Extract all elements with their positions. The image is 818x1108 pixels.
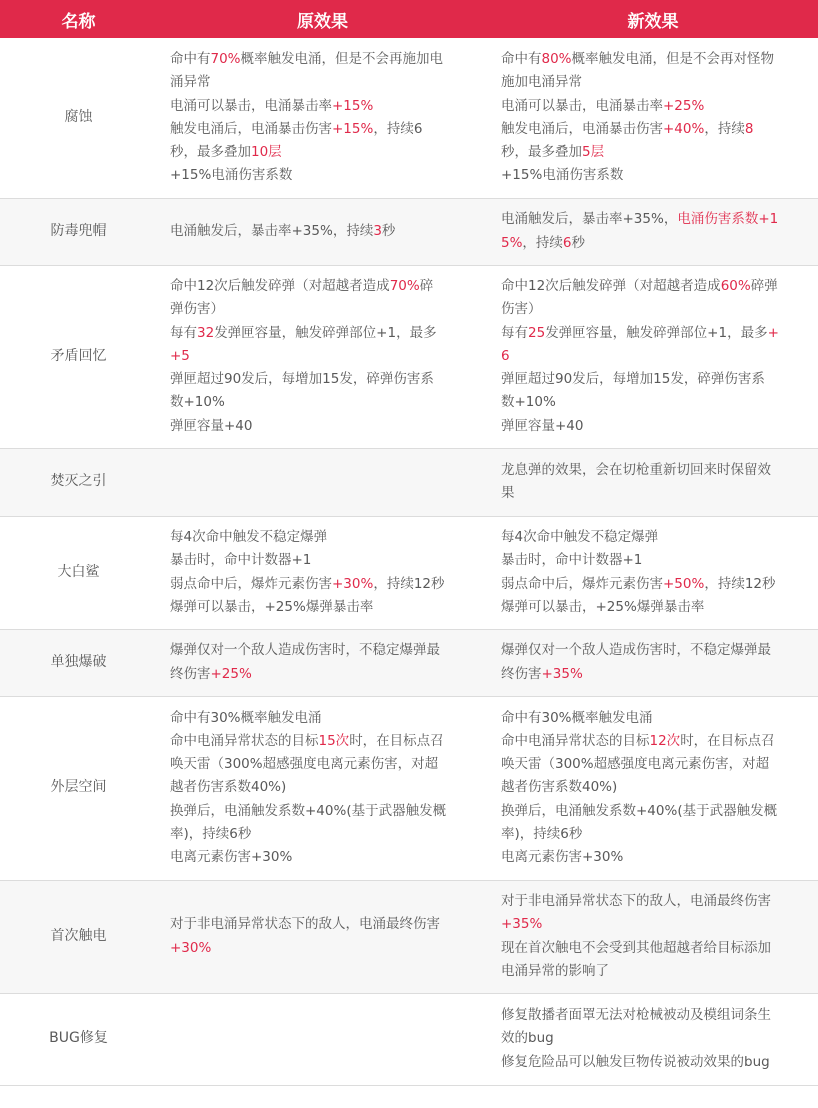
effect-line (501, 459, 812, 482)
effect-text: 唤天雷（300%超感强度电离元素伤害，对超 (501, 756, 770, 773)
highlight-value: +15% (332, 120, 374, 137)
effect-line (170, 275, 482, 298)
effect-text: 命中12次后触发碎弹（对超越者造成 (501, 278, 721, 295)
effect-line (501, 1027, 812, 1050)
effect-text: 命中有 (170, 51, 211, 68)
effect-line (170, 937, 482, 960)
table-row (0, 993, 818, 1085)
highlight-value: 6 (501, 347, 510, 364)
old-effect-cell (157, 38, 488, 198)
header-new-effect: 新效果 (488, 0, 818, 38)
effect-line (501, 960, 812, 983)
old-effect-cell (157, 629, 488, 696)
effect-line (170, 526, 482, 549)
effect-text: 秒 (571, 234, 586, 251)
effect-text: 弹匣容量+40 (170, 417, 253, 434)
effect-line (170, 596, 482, 619)
effect-line (501, 596, 812, 619)
effect-text: 终伤害 (170, 665, 211, 682)
effect-text: ，持续12秒 (704, 575, 776, 592)
effect-text: 终伤害 (501, 665, 542, 682)
effect-line (501, 95, 812, 118)
effect-text: 对于非电涌异常状态下的敌人，电涌最终伤害 (170, 916, 440, 933)
table-body (0, 38, 818, 1085)
new-effect-cell (488, 198, 818, 265)
new-effect-cell (488, 993, 818, 1085)
highlight-value: 3 (373, 222, 382, 239)
effect-line (501, 707, 812, 730)
table-row (0, 198, 818, 265)
effect-line (170, 800, 482, 823)
row-name: 矛盾回忆 (0, 265, 157, 448)
header-old-effect: 原效果 (157, 0, 488, 38)
effect-line (170, 368, 482, 391)
table-row (0, 880, 818, 993)
effect-text: 换弹后，电涌触发系数+40%(基于武器触发概 (170, 802, 447, 819)
effect-line (501, 1051, 812, 1074)
effect-text: 每4次命中触发不稳定爆弹 (170, 529, 328, 546)
highlight-value: +35% (541, 665, 583, 682)
effect-text: 弹匣容量+40 (501, 417, 584, 434)
effect-text: 爆弹可以暴击，+25%爆弹暴击率 (170, 598, 374, 615)
effect-text: 率)，持续6秒 (501, 825, 583, 842)
row-name: 防毒兜帽 (0, 198, 157, 265)
new-effect-cell (488, 880, 818, 993)
row-name: 外层空间 (0, 696, 157, 880)
old-effect-cell (157, 993, 488, 1085)
old-effect-cell (157, 516, 488, 629)
effect-text: 每有 (501, 324, 528, 341)
effect-line (170, 298, 482, 321)
effect-text: 发弹匣容量，触发碎弹部位+1，最多 (545, 324, 768, 341)
effect-text: 时，在目标点召 (349, 732, 444, 749)
effect-line (170, 913, 482, 936)
highlight-value: 80% (541, 51, 572, 68)
effect-text: 唤天雷（300%超感强度电离元素伤害，对超 (170, 756, 439, 773)
effect-line (501, 368, 812, 391)
highlight-value: 32 (197, 324, 215, 341)
highlight-value: 5% (501, 234, 523, 251)
highlight-value: +30% (332, 575, 374, 592)
effect-text: 爆弹仅对一个敌人造成伤害时，不稳定爆弹最 (501, 642, 771, 659)
effect-text: 修复散播者面罩无法对枪械被动及模组词条生 (501, 1007, 771, 1024)
effect-text: 换弹后，电涌触发系数+40%(基于武器触发概 (501, 802, 778, 819)
effect-text: 时，在目标点召 (680, 732, 775, 749)
effect-line (501, 639, 812, 662)
old-effect-cell (157, 265, 488, 448)
highlight-value: 70% (210, 51, 241, 68)
highlight-value: +25% (663, 97, 705, 114)
effect-line (501, 663, 812, 686)
effect-line (170, 707, 482, 730)
highlight-value: 5层 (582, 143, 605, 160)
effect-text: 碎弹 (750, 278, 778, 295)
effect-line (501, 846, 812, 869)
effect-text: 电涌可以暴击，电涌暴击率 (501, 97, 663, 114)
old-effect-cell (157, 448, 488, 516)
effect-line (170, 164, 482, 187)
effect-line (501, 890, 812, 913)
effect-text: 命中电涌异常状态的目标 (501, 732, 650, 749)
highlight-value: 6 (562, 234, 572, 251)
highlight-value: + (767, 324, 779, 341)
effect-text: 电涌异常的影响了 (501, 962, 609, 979)
highlight-value: +15% (332, 97, 374, 114)
effect-line (501, 482, 812, 505)
effect-line (501, 415, 812, 438)
effect-text: 电离元素伤害+30% (501, 849, 624, 865)
highlight-value: 电涌伤害系数+1 (677, 211, 779, 228)
effect-line (501, 232, 812, 255)
effect-line (170, 141, 482, 164)
old-effect-cell (157, 696, 488, 880)
highlight-value: 70% (389, 278, 420, 295)
highlight-value: +40% (663, 120, 705, 137)
effect-line (501, 776, 812, 799)
effect-line (501, 913, 812, 936)
effect-text: 触发电涌后，电涌暴击伤害 (170, 120, 332, 137)
highlight-value: 10层 (251, 143, 282, 160)
effect-line (501, 118, 812, 141)
effect-text: 涌异常 (170, 74, 211, 91)
effect-text: 效的bug (501, 1030, 554, 1047)
effect-text: 修复危险品可以触发巨物传说被动效果的bug (501, 1053, 770, 1070)
new-effect-cell (488, 448, 818, 516)
effect-text: 秒，最多叠加 (170, 143, 251, 160)
highlight-value: +50% (663, 575, 705, 592)
effect-line (501, 573, 812, 596)
effect-text: 命中有 (501, 51, 542, 68)
effect-text: 数+10% (170, 394, 225, 411)
effect-text: +15%电涌伤害系数 (501, 167, 624, 184)
effect-line (170, 663, 482, 686)
effect-text: 爆弹可以暴击，+25%爆弹暴击率 (501, 598, 705, 615)
effect-line (501, 549, 812, 572)
effect-text: 每4次命中触发不稳定爆弹 (501, 529, 659, 546)
effect-line (501, 800, 812, 823)
row-name: 焚灭之引 (0, 448, 157, 516)
effect-text: 概率触发电涌，但是不会再对怪物 (571, 51, 775, 68)
effect-text: 电涌触发后，暴击率+35%， (501, 211, 678, 228)
effect-text: 暴击时，命中计数器+1 (170, 552, 312, 569)
effect-text: 命中有30%概率触发电涌 (501, 709, 653, 726)
effect-line (501, 730, 812, 753)
effect-line (170, 345, 482, 368)
old-effect-cell (157, 198, 488, 265)
effect-line (170, 753, 482, 776)
effect-text: 暴击时，命中计数器+1 (501, 552, 643, 569)
effect-text: 越者伤害系数40%) (170, 779, 287, 796)
effect-line (170, 573, 482, 596)
table-row (0, 629, 818, 696)
effect-line (170, 71, 482, 94)
effect-text: 电涌触发后，暴击率+35%，持续 (170, 222, 374, 239)
new-effect-cell (488, 38, 818, 198)
effect-text: 碎 (419, 278, 434, 295)
effect-text: 对于非电涌异常状态下的敌人，电涌最终伤害 (501, 893, 771, 910)
effect-text: 命中有30%概率触发电涌 (170, 709, 322, 726)
effect-line (501, 164, 812, 187)
effect-line (170, 549, 482, 572)
table-row (0, 696, 818, 880)
effect-text: 果 (501, 485, 515, 501)
new-effect-cell (488, 629, 818, 696)
effect-text: 率)，持续6秒 (170, 825, 252, 842)
effect-text: 越者伤害系数40%) (501, 779, 618, 796)
effect-line (170, 95, 482, 118)
effect-line (501, 48, 812, 71)
effect-line (501, 526, 812, 549)
effect-text: 弹匣超过90发后，每增加15发，碎弹伤害系 (170, 371, 434, 388)
effect-text: ，持续6 (373, 120, 423, 137)
row-name: BUG修复 (0, 993, 157, 1085)
highlight-value: 15次 (318, 732, 350, 749)
highlight-value: +25% (210, 665, 252, 682)
header-row (0, 0, 818, 38)
effect-text: 施加电涌异常 (501, 74, 582, 91)
effect-text: 命中12次后触发碎弹（对超越者造成 (170, 278, 390, 295)
highlight-value: 60% (720, 278, 751, 295)
effect-text: 命中电涌异常状态的目标 (170, 732, 319, 749)
highlight-value: +5 (170, 347, 190, 364)
effect-line (501, 298, 812, 321)
effect-text: ，持续12秒 (373, 575, 445, 592)
effect-line (501, 208, 812, 231)
effect-line (170, 415, 482, 438)
effect-line (170, 391, 482, 414)
effect-text: 伤害） (501, 301, 542, 318)
effect-text: 电离元素伤害+30% (170, 849, 293, 865)
effect-line (501, 753, 812, 776)
effect-line (501, 391, 812, 414)
header-name: 名称 (0, 0, 157, 38)
effect-line (170, 48, 482, 71)
effect-line (501, 141, 812, 164)
effect-line (170, 776, 482, 799)
effect-text: 数+10% (501, 394, 556, 411)
highlight-value: 12次 (649, 732, 681, 749)
effect-line (501, 345, 812, 368)
effect-line (170, 846, 482, 869)
effect-text: 弹伤害） (170, 301, 224, 318)
effect-line (501, 1004, 812, 1027)
table-row (0, 38, 818, 198)
new-effect-cell (488, 265, 818, 448)
table-row (0, 265, 818, 448)
effect-text: 秒，最多叠加 (501, 143, 582, 160)
new-effect-cell (488, 696, 818, 880)
effect-text: 秒 (381, 222, 396, 239)
old-effect-cell (157, 880, 488, 993)
table-row (0, 448, 818, 516)
effect-text: 弱点命中后，爆炸元素伤害 (501, 575, 663, 592)
effect-line (170, 322, 482, 345)
highlight-value: 25 (528, 324, 546, 341)
effect-line (170, 118, 482, 141)
effect-line (501, 937, 812, 960)
table-row (0, 516, 818, 629)
effect-line (170, 730, 482, 753)
effect-text: 发弹匣容量，触发碎弹部位+1，最多 (214, 324, 437, 341)
effect-line (501, 322, 812, 345)
row-name: 首次触电 (0, 880, 157, 993)
highlight-value: 8 (744, 120, 754, 137)
highlight-value: +35% (501, 916, 543, 933)
effect-text: +15%电涌伤害系数 (170, 167, 293, 184)
effect-text: 触发电涌后，电涌暴击伤害 (501, 120, 663, 137)
row-name: 单独爆破 (0, 629, 157, 696)
row-name: 大白鲨 (0, 516, 157, 629)
new-effect-cell (488, 516, 818, 629)
effect-text: 弹匣超过90发后，每增加15发，碎弹伤害系 (501, 371, 765, 388)
effect-text: 电涌可以暴击，电涌暴击率 (170, 97, 332, 114)
effect-text: 现在首次触电不会受到其他超越者给目标添加 (501, 939, 771, 956)
effect-line (170, 639, 482, 662)
effect-text: 爆弹仅对一个敌人造成伤害时，不稳定爆弹最 (170, 642, 440, 659)
highlight-value: +30% (170, 939, 212, 956)
effect-line (501, 275, 812, 298)
effect-line (501, 71, 812, 94)
row-name: 腐蚀 (0, 38, 157, 198)
effect-line (501, 823, 812, 846)
effect-text: ，持续 (522, 234, 563, 251)
effect-text: 龙息弹的效果，会在切枪重新切回来时保留效 (501, 461, 771, 478)
effect-text: 弱点命中后，爆炸元素伤害 (170, 575, 332, 592)
effect-line (170, 823, 482, 846)
effect-text: 概率触发电涌，但是不会再施加电 (240, 51, 444, 68)
effect-line (170, 220, 482, 243)
effect-text: 每有 (170, 324, 197, 341)
effect-text: ，持续 (704, 120, 745, 137)
